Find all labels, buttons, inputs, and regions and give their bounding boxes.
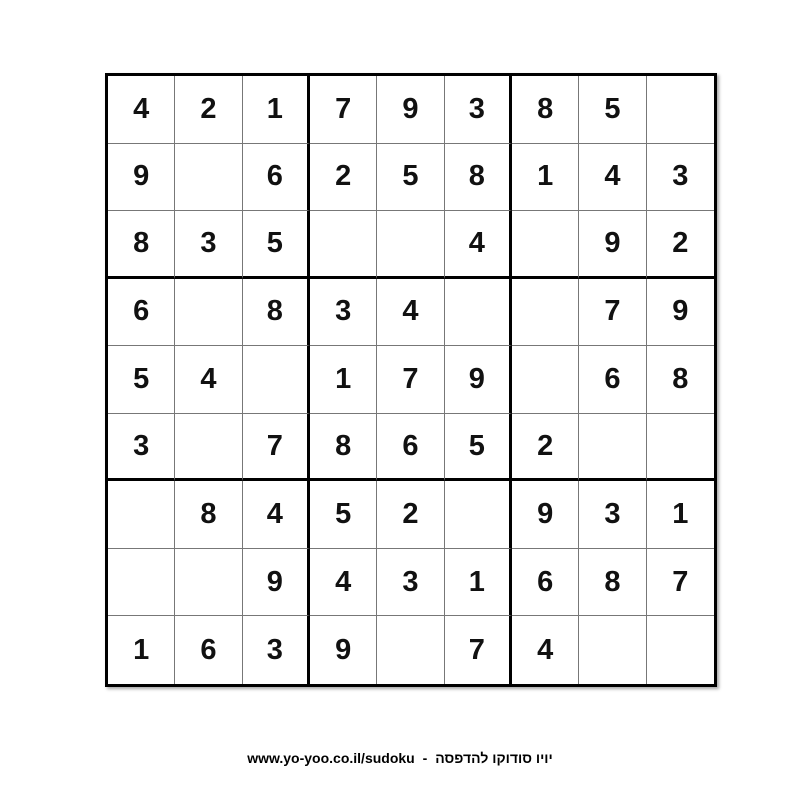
sudoku-cell-empty[interactable] [108,481,175,549]
sudoku-cell-empty[interactable] [175,414,242,482]
sudoku-cell-given: 4 [175,346,242,414]
sudoku-cell-empty[interactable] [579,616,646,684]
sudoku-cell-given: 2 [512,414,579,482]
sudoku-cell-given: 7 [579,279,646,347]
sudoku-cell-empty[interactable] [579,414,646,482]
sudoku-cell-given: 4 [445,211,512,279]
footer-credit [0,750,800,766]
sudoku-cell-given: 3 [108,414,175,482]
sudoku-cell-given: 9 [445,346,512,414]
sudoku-cell-given: 5 [377,144,444,212]
sudoku-cell-given: 2 [175,76,242,144]
sudoku-cell-given: 4 [579,144,646,212]
sudoku-cell-empty[interactable] [647,414,714,482]
sudoku-cell-given: 8 [243,279,310,347]
sudoku-cell-given: 3 [243,616,310,684]
sudoku-cell-empty[interactable] [175,279,242,347]
sudoku-cell-given: 6 [512,549,579,617]
sudoku-cell-empty[interactable] [175,549,242,617]
sudoku-cell-given: 3 [579,481,646,549]
sudoku-cell-given: 4 [108,76,175,144]
sudoku-cell-given: 7 [243,414,310,482]
footer-url[interactable]: www.yo-yoo.co.il/sudoku [247,750,415,766]
sudoku-cell-given: 4 [512,616,579,684]
sudoku-cell-given: 7 [377,346,444,414]
footer-caption: יויו סודוקו להדפסה [435,750,553,766]
sudoku-cell-given: 6 [175,616,242,684]
sudoku-cell-empty[interactable] [175,144,242,212]
sudoku-cell-empty[interactable] [377,616,444,684]
sudoku-cell-given: 3 [310,279,377,347]
sudoku-cell-empty[interactable] [512,211,579,279]
sudoku-cell-given: 1 [243,76,310,144]
sudoku-cell-given: 9 [310,616,377,684]
sudoku-cell-empty[interactable] [445,279,512,347]
sudoku-cell-empty[interactable] [512,346,579,414]
sudoku-cell-given: 8 [647,346,714,414]
sudoku-cell-given: 4 [243,481,310,549]
sudoku-cell-given: 1 [445,549,512,617]
sudoku-cell-given: 2 [310,144,377,212]
sudoku-cell-given: 8 [175,481,242,549]
footer-separator: - [422,750,428,766]
sudoku-cell-empty[interactable] [243,346,310,414]
sudoku-cell-given: 1 [310,346,377,414]
sudoku-cell-given: 5 [243,211,310,279]
sudoku-cell-given: 6 [108,279,175,347]
sudoku-cell-given: 3 [445,76,512,144]
sudoku-cell-given: 5 [579,76,646,144]
sudoku-cell-given: 8 [512,76,579,144]
sudoku-cell-given: 2 [377,481,444,549]
sudoku-cell-given: 9 [647,279,714,347]
sudoku-cell-given: 9 [243,549,310,617]
sudoku-cell-given: 9 [579,211,646,279]
sudoku-cell-given: 8 [310,414,377,482]
sudoku-cell-given: 5 [310,481,377,549]
sudoku-cell-given: 9 [108,144,175,212]
sudoku-cell-empty[interactable] [647,76,714,144]
sudoku-board [105,73,717,687]
sudoku-cell-given: 1 [512,144,579,212]
sudoku-cell-given: 7 [310,76,377,144]
sudoku-cell-given: 9 [512,481,579,549]
sudoku-cell-given: 1 [108,616,175,684]
sudoku-cell-given: 6 [377,414,444,482]
sudoku-cell-given: 6 [243,144,310,212]
sudoku-cell-empty[interactable] [377,211,444,279]
sudoku-cell-given: 1 [647,481,714,549]
sudoku-cell-given: 5 [108,346,175,414]
sudoku-cell-given: 7 [647,549,714,617]
sudoku-cell-given: 3 [175,211,242,279]
sudoku-cell-given: 5 [445,414,512,482]
sudoku-cell-empty[interactable] [108,549,175,617]
sudoku-cell-given: 8 [445,144,512,212]
sudoku-cell-given: 8 [579,549,646,617]
sudoku-cell-empty[interactable] [310,211,377,279]
sudoku-cell-given: 3 [377,549,444,617]
sudoku-cell-given: 4 [310,549,377,617]
sudoku-cell-given: 2 [647,211,714,279]
sudoku-cell-given: 8 [108,211,175,279]
sudoku-cell-empty[interactable] [512,279,579,347]
sudoku-cell-given: 9 [377,76,444,144]
sudoku-cell-given: 7 [445,616,512,684]
sudoku-cell-given: 4 [377,279,444,347]
sudoku-cell-given: 6 [579,346,646,414]
sudoku-cell-given: 3 [647,144,714,212]
sudoku-cell-empty[interactable] [445,481,512,549]
sudoku-cell-empty[interactable] [647,616,714,684]
